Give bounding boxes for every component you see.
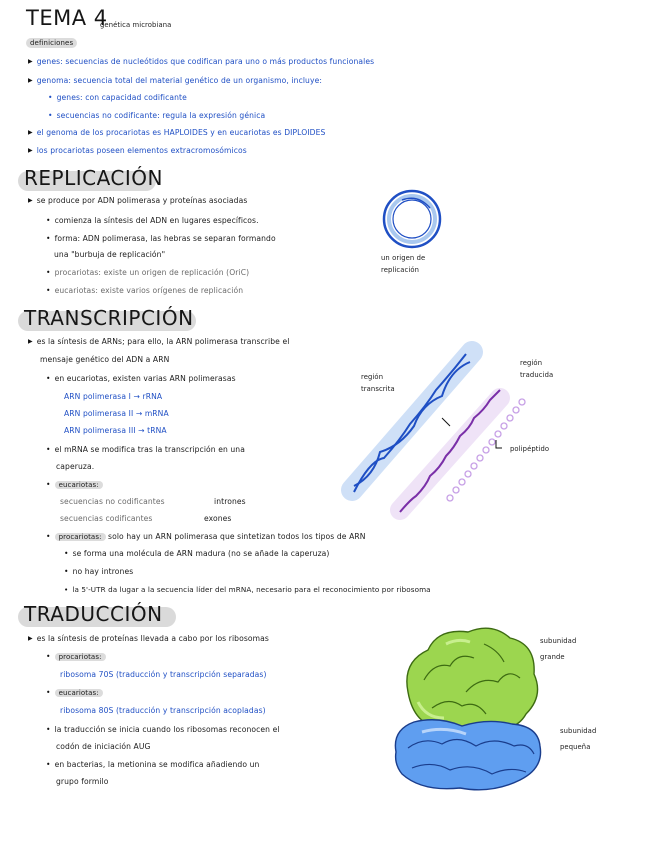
rep-caption-2: replicación [381, 266, 420, 274]
traduccion-title: TRADUCCIÓN [24, 602, 163, 626]
rep-line4: • procariotas: existe un origen de replicación (OriC) [46, 268, 249, 278]
tr-pol1-result: rRNA [142, 392, 163, 401]
tr-pol1-label: ARN polimerasa I [64, 392, 131, 401]
tr-line3b: caperuza. [56, 462, 95, 471]
trad-line3a: • en bacterias, la metionina se modifica añadiendo un [46, 760, 259, 770]
trad-line2b: codón de iniciación AUG [56, 742, 151, 751]
tr-euc2b: exones [204, 514, 232, 523]
ribosome-illustration [388, 622, 548, 802]
def-genoma-text: genoma: secuencia total del material genético de un organismo, incluye: [36, 76, 322, 85]
tr-proc [46, 532, 366, 542]
def-extracromosomicos [28, 146, 247, 157]
tr-euc [46, 480, 103, 490]
tr-euc2a: secuencias codificantes [60, 514, 153, 523]
rep-caption-1: un origen de [381, 254, 426, 262]
rep-line1: ▶ se produce por ADN polimerasa y proteínas asociadas [28, 196, 247, 207]
def-genes-text: genes: secuencias de nucleótidos que codifican para uno o más productos funcionales [36, 57, 375, 66]
tr-pol3-label: ARN polimerasa III [64, 426, 136, 435]
trad-proc [46, 652, 106, 662]
tr-line1b: mensaje genético del ADN a ARN [40, 355, 170, 364]
subunidad-pequena-1: subunidad [560, 727, 597, 735]
small-subunit [395, 720, 540, 790]
def-extracromosomicos-text: los procariotas poseen elementos extracromosómicos [36, 146, 247, 155]
def-sub-genes-text: genes: con capacidad codificante [56, 93, 187, 102]
rep-line5: • eucariotas: existe varios orígenes de replicación [46, 286, 243, 296]
trad-line2a: • la traducción se inicia cuando los ribosomas reconocen el [46, 725, 280, 735]
trad-line3b: grupo formilo [56, 777, 109, 786]
polipeptido-label: polipéptido [510, 445, 550, 453]
page-subtitle: genética microbiana [100, 21, 172, 29]
rep-line2: • comienza la síntesis del ADN en lugares específicos. [46, 216, 259, 226]
def-sub-secuencias [48, 111, 265, 121]
replicacion-title: REPLICACIÓN [24, 166, 163, 190]
tr-proc2: • no hay intrones [64, 567, 133, 577]
tr-pol2-label: ARN polimerasa II [64, 409, 134, 418]
tr-line2: • en eucariotas, existen varias ARN polimerasas [46, 374, 236, 384]
tr-pol3-result: tRNA [147, 426, 167, 435]
tr-pol1-arrow: → [133, 392, 140, 401]
rep-line3a: • forma: ADN polimerasa, las hebras se separan formando [46, 234, 276, 244]
trad-proc-line: ribosoma 70S (traducción y transcripción separadas) [60, 670, 267, 679]
def-sub-genes [48, 93, 187, 103]
rep-line3b: una "burbuja de replicación" [54, 250, 166, 259]
tr-proc1: • se forma una molécula de ARN madura (no se añade la caperuza) [64, 549, 329, 559]
tr-line1a: ▶ es la síntesis de ARNs; para ello, la ARN polimerasa transcribe el [28, 337, 289, 348]
tr-euc-label: eucariotas: [55, 481, 103, 489]
def-genes [28, 57, 374, 68]
tr-proc-label: procariotas: [55, 533, 106, 541]
subunidad-grande-1: subunidad [540, 637, 577, 645]
definiciones-label: definiciones [26, 38, 77, 48]
replication-origin-diagram [380, 186, 450, 256]
tr-line3a: • el mRNA se modifica tras la transcripción en una [46, 445, 245, 455]
region-traducida-2: traducida [520, 371, 554, 379]
trad-euc-label: eucariotas: [55, 689, 103, 697]
tr-pol2-result: mRNA [144, 409, 169, 418]
trad-euc [46, 688, 103, 698]
large-subunit [407, 628, 538, 734]
def-haploides-text: el genoma de los procariotas es HAPLOIDES y en eucariotas es DIPLOIDES [36, 128, 326, 137]
page-title: TEMA 4 [26, 6, 108, 30]
subunidad-pequena-2: pequeña [560, 743, 591, 751]
region-traducida-1: región [520, 359, 543, 367]
tr-pol3-arrow: → [138, 426, 145, 435]
region-transcrita-2: transcrita [361, 385, 395, 393]
def-genoma [28, 76, 322, 87]
def-haploides [28, 128, 325, 139]
tr-pol1 [64, 392, 162, 402]
trad-line1: ▶ es la síntesis de proteínas llevada a cabo por los ribosomas [28, 634, 269, 645]
trad-euc-line: ribosoma 80S (traducción y transcripción acopladas) [60, 706, 266, 715]
tr-proc3: • la 5'-UTR da lugar a la secuencia líder del mRNA, necesario para el reconocimiento por ribosoma [64, 585, 431, 595]
tr-proc-text: solo hay un ARN polimerasa que sintetizan todos los tipos de ARN [108, 532, 366, 541]
tr-pol2 [64, 409, 169, 419]
subunidad-grande-2: grande [540, 653, 565, 661]
tr-pol3 [64, 426, 167, 436]
transcription-diagram [340, 340, 543, 520]
tr-pol2-arrow: → [135, 409, 143, 418]
tr-euc1a: secuencias no codificantes [60, 497, 165, 506]
tr-euc1b: intrones [214, 497, 246, 506]
def-sub-secuencias-text: secuencias no codificante: regula la expresión génica [56, 111, 266, 120]
region-transcrita-1: región [361, 373, 384, 381]
transcripcion-title: TRANSCRIPCIÓN [24, 306, 194, 330]
trad-proc-label: procariotas: [55, 653, 106, 661]
